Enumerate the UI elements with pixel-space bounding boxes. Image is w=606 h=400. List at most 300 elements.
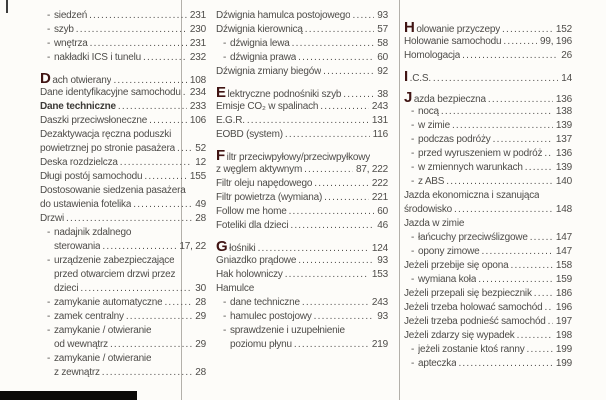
leader-dots — [525, 161, 553, 175]
index-entry — [216, 240, 388, 254]
leader-dots — [314, 310, 375, 324]
leader-dots — [320, 100, 369, 114]
section-drop-cap: G — [216, 240, 228, 255]
index-entry — [40, 212, 206, 226]
entry-page-number: 93 — [377, 311, 388, 322]
leader-dots — [503, 35, 537, 49]
entry-label: powietrznej po stronie pasażera — [40, 143, 175, 154]
entry-page-number: 147 — [555, 246, 572, 257]
index-entry — [47, 51, 206, 65]
index-entry — [404, 189, 572, 203]
entry-label: jeżeli zostanie ktoś ranny — [418, 344, 525, 355]
index-entry — [411, 175, 572, 189]
index-entry — [40, 128, 206, 142]
index-entry — [404, 21, 572, 35]
leader-dots — [534, 287, 553, 301]
entry-page-number: 243 — [371, 297, 388, 308]
entry-page-number: 221 — [371, 192, 388, 203]
entry-page-number: 12 — [195, 157, 206, 168]
index-entry — [47, 324, 206, 338]
leader-dots — [433, 72, 558, 86]
entry-page-number: 138 — [555, 106, 572, 117]
index-entry — [47, 296, 206, 310]
leader-dots — [164, 296, 192, 310]
entry-page-number: 136 — [555, 148, 572, 159]
entry-page-number: 131 — [371, 115, 388, 126]
entry-label: w zmiennych warunkach — [418, 162, 523, 173]
entry-label: Głośniki — [216, 240, 256, 255]
entry-page-number: 199 — [555, 358, 572, 369]
entry-label: Elektryczne podnośniki szyb — [216, 86, 342, 101]
index-column-1 — [40, 9, 206, 380]
entry-label: Dane techniczne — [40, 101, 116, 112]
index-entry — [411, 161, 572, 175]
leader-dots — [478, 273, 553, 287]
entry-page-number: 28 — [195, 213, 206, 224]
index-entry — [40, 114, 206, 128]
leader-dots — [143, 51, 187, 65]
leader-dots — [183, 86, 187, 100]
entry-page-number: 26 — [561, 50, 572, 61]
leader-dots — [118, 100, 187, 114]
entry-dash: - — [411, 106, 415, 117]
entry-page-number: 234 — [189, 87, 206, 98]
index-entry — [216, 9, 388, 23]
entry-label: Filtr przeciwpyłowy/przeciwpyłkowy — [216, 149, 371, 164]
leader-dots — [66, 212, 192, 226]
entry-page-number: 222 — [371, 178, 388, 189]
index-entry — [54, 366, 206, 380]
leader-dots — [294, 338, 369, 352]
index-entry — [54, 282, 206, 296]
index-entry — [47, 226, 206, 240]
leader-dots — [289, 205, 375, 219]
entry-label: zamykanie / otwieranie — [54, 353, 152, 364]
entry-label: dzieci — [54, 283, 79, 294]
entry-label: Gniazdko prądowe — [216, 255, 297, 266]
entry-page-number: 93 — [377, 255, 388, 266]
index-entry — [404, 70, 572, 84]
entry-label: Foteliki dla dzieci — [216, 220, 289, 231]
index-entry — [40, 72, 206, 86]
index-entry — [47, 9, 206, 23]
entry-dash: - — [411, 148, 415, 159]
index-entry — [54, 240, 206, 254]
entry-label: Filtr powietrza (wymiana) — [216, 192, 323, 203]
leader-dots — [80, 282, 192, 296]
entry-label: Emisje CO₂ w spalinach — [216, 101, 319, 112]
entry-page-number: 137 — [555, 134, 572, 145]
leader-dots — [304, 163, 353, 177]
leader-dots — [462, 49, 558, 63]
entry-label: łańcuchy przeciwślizgowe — [418, 232, 528, 243]
entry-label: z ABS — [418, 176, 445, 187]
section-drop-cap: H — [404, 21, 415, 36]
entry-label: od wewnątrz — [54, 339, 108, 350]
entry-label: środowisko — [404, 204, 453, 215]
index-entry — [223, 51, 388, 65]
entry-label: szyb — [54, 24, 74, 35]
index-entry — [47, 352, 206, 366]
entry-label: Drzwi — [40, 213, 64, 224]
entry-label: Hamulce — [216, 283, 255, 294]
entry-page-number: 99, 196 — [540, 36, 572, 47]
entry-page-number: 60 — [377, 206, 388, 217]
entry-label: poziomu płynu — [230, 339, 292, 350]
leader-dots — [452, 119, 553, 133]
entry-page-number: 14 — [561, 73, 572, 84]
entry-label: urządzenie zabezpieczające — [54, 255, 175, 266]
entry-label: Jeżeli przebije się opona — [404, 260, 509, 271]
entry-page-number: 108 — [189, 75, 206, 86]
entry-page-number: 186 — [555, 288, 572, 299]
index-entry — [411, 119, 572, 133]
index-entry — [47, 23, 206, 37]
index-entry — [216, 128, 388, 142]
index-entry — [47, 254, 206, 268]
entry-page-number: 219 — [371, 339, 388, 350]
index-entry — [216, 268, 388, 282]
entry-page-number: 92 — [377, 66, 388, 77]
leader-dots — [126, 310, 192, 324]
entry-label: opony zimowe — [418, 246, 480, 257]
entry-dash: - — [47, 255, 51, 266]
leader-dots — [144, 170, 187, 184]
index-entry — [404, 217, 572, 231]
entry-label: Jazda w zimie — [404, 218, 465, 229]
entry-label: zamykanie / otwieranie — [54, 325, 152, 336]
entry-page-number: 46 — [377, 220, 388, 231]
entry-dash: - — [411, 358, 415, 369]
index-entry — [216, 163, 388, 177]
entry-page-number: 155 — [189, 171, 206, 182]
entry-label: Dach otwierany — [40, 72, 112, 87]
entry-page-number: 57 — [377, 24, 388, 35]
leader-dots — [314, 177, 369, 191]
entry-dash: - — [223, 325, 227, 336]
index-entry — [216, 191, 388, 205]
entry-page-number: 30 — [195, 283, 206, 294]
leader-dots — [517, 329, 553, 343]
index-entry — [216, 149, 388, 163]
entry-dash: - — [411, 232, 415, 243]
entry-dash: - — [223, 297, 227, 308]
leader-dots — [76, 23, 187, 37]
index-entry — [54, 268, 206, 282]
entry-label: Długi postój samochodu — [40, 171, 143, 182]
entry-label: z zewnątrz — [54, 367, 100, 378]
entry-label: wymiana koła — [418, 274, 477, 285]
leader-dots — [527, 343, 553, 357]
entry-page-number: 232 — [189, 52, 206, 63]
leader-dots — [458, 357, 552, 371]
entry-label: Dźwignia kierownicą — [216, 24, 303, 35]
index-entry — [40, 86, 206, 100]
entry-label: do ustawienia fotelika — [40, 199, 132, 210]
entry-dash: - — [411, 176, 415, 187]
entry-label: przed otwarciem drzwi przez — [54, 269, 176, 280]
entry-page-number: 124 — [371, 243, 388, 254]
index-entry — [404, 287, 572, 301]
leader-dots — [548, 315, 553, 329]
entry-page-number: 139 — [555, 120, 572, 131]
index-entry — [404, 301, 572, 315]
entry-page-number: 233 — [189, 101, 206, 112]
index-entry — [216, 205, 388, 219]
leader-dots — [446, 175, 553, 189]
entry-page-number: 198 — [555, 330, 572, 341]
entry-label: sterowania — [54, 241, 101, 252]
entry-page-number: 28 — [195, 367, 206, 378]
entry-dash: - — [411, 162, 415, 173]
entry-page-number: 196 — [555, 302, 572, 313]
index-entry — [411, 147, 572, 161]
leader-dots — [298, 51, 374, 65]
entry-label: Dostosowanie siedzenia pasażera — [40, 185, 186, 196]
index-entry — [40, 170, 206, 184]
entry-page-number: 60 — [377, 52, 388, 63]
leader-dots — [247, 114, 369, 128]
index-entry — [223, 37, 388, 51]
index-entry — [411, 231, 572, 245]
section-drop-cap: J — [404, 91, 413, 106]
entry-label: Jeżeli trzeba podnieść samochód — [404, 316, 546, 327]
entry-label: nakładki ICS i tunelu — [54, 52, 141, 63]
section-drop-cap: D — [40, 72, 51, 87]
index-entry — [230, 338, 388, 352]
entry-dash: - — [411, 134, 415, 145]
entry-label: apteczka — [418, 358, 457, 369]
entry-page-number: 29 — [195, 339, 206, 350]
index-entry — [54, 338, 206, 352]
entry-label: zamykanie automatyczne — [54, 297, 163, 308]
entry-label: Jeżeli przepali się bezpiecznik — [404, 288, 532, 299]
index-entry — [47, 37, 206, 51]
entry-label: dźwignia prawa — [230, 52, 297, 63]
entry-page-number: 231 — [189, 10, 206, 21]
entry-label: z węglem aktywnym — [216, 164, 303, 175]
entry-page-number: 140 — [555, 176, 572, 187]
entry-dash: - — [47, 38, 51, 49]
index-entry — [404, 329, 572, 343]
leader-dots — [544, 147, 553, 161]
index-column-3 — [404, 21, 572, 371]
section-drop-cap: E — [216, 86, 227, 101]
index-entry — [216, 65, 388, 79]
leader-dots — [177, 142, 192, 156]
index-entry — [223, 324, 388, 338]
entry-dash: - — [47, 325, 51, 336]
leader-dots — [292, 37, 375, 51]
entry-dash: - — [223, 52, 227, 63]
scan-artifact-top-tick — [6, 0, 8, 13]
index-entry — [404, 315, 572, 329]
entry-label: Jazda ekonomiczna i szanująca — [404, 190, 540, 201]
entry-page-number: 243 — [371, 101, 388, 112]
entry-page-number: 139 — [555, 162, 572, 173]
entry-label: Filtr oleju napędowego — [216, 178, 313, 189]
entry-dash: - — [411, 274, 415, 285]
section-drop-cap: I — [404, 70, 409, 85]
entry-page-number: 230 — [189, 24, 206, 35]
leader-dots — [90, 37, 187, 51]
entry-page-number: 159 — [555, 274, 572, 285]
entry-label: Holowanie samochodu — [404, 36, 502, 47]
leader-dots — [511, 259, 553, 273]
index-entry — [216, 254, 388, 268]
entry-page-number: 29 — [195, 311, 206, 322]
entry-label: Jeżeli trzeba holować samochód — [404, 302, 543, 313]
index-entry — [411, 343, 572, 357]
leader-dots — [133, 198, 192, 212]
entry-page-number: 199 — [555, 344, 572, 355]
entry-label: Dezaktywacja ręczna poduszki — [40, 129, 172, 140]
leader-dots — [530, 231, 553, 245]
entry-label: Follow me home — [216, 206, 287, 217]
entry-label: Hak holowniczy — [216, 269, 283, 280]
entry-dash: - — [47, 227, 51, 238]
entry-page-number: 52 — [195, 143, 206, 154]
entry-label: hamulec postojowy — [230, 311, 312, 322]
leader-dots — [102, 366, 192, 380]
entry-label: Dźwignia zmiany biegów — [216, 66, 322, 77]
leader-dots — [441, 105, 553, 119]
leader-dots — [110, 338, 192, 352]
leader-dots — [298, 254, 374, 268]
entry-page-number: 148 — [555, 204, 572, 215]
index-entry — [404, 259, 572, 273]
leader-dots — [545, 301, 553, 315]
entry-page-number: 58 — [377, 38, 388, 49]
entry-label: siedzeń — [54, 10, 88, 21]
index-entry — [40, 198, 206, 212]
entry-label: Deska rozdzielcza — [40, 157, 118, 168]
entry-label: Daszki przeciwsłoneczne — [40, 115, 148, 126]
index-entry — [216, 23, 388, 37]
entry-dash: - — [411, 344, 415, 355]
entry-page-number: 152 — [555, 24, 572, 35]
leader-dots — [120, 156, 193, 170]
entry-page-number: 136 — [555, 94, 572, 105]
entry-label: nocą — [418, 106, 439, 117]
entry-label: E.G.R. — [216, 115, 245, 126]
index-entry — [411, 105, 572, 119]
entry-label: Jeżeli zdarzy się wypadek — [404, 330, 515, 341]
index-entry — [216, 114, 388, 128]
leader-dots — [324, 191, 369, 205]
index-column-2 — [216, 9, 388, 352]
entry-dash: - — [47, 311, 51, 322]
leader-dots — [285, 268, 369, 282]
index-entry — [404, 35, 572, 49]
entry-dash: - — [47, 24, 51, 35]
leader-dots — [482, 245, 553, 259]
entry-label: Holowanie przyczepy — [404, 21, 501, 36]
entry-label: dane techniczne — [230, 297, 300, 308]
entry-dash: - — [223, 38, 227, 49]
index-entry — [404, 203, 572, 217]
index-entry — [216, 100, 388, 114]
entry-page-number: 158 — [555, 260, 572, 271]
entry-label: dźwignia lewa — [230, 38, 290, 49]
entry-label: Dźwignia hamulca postojowego — [216, 10, 351, 21]
entry-dash: - — [223, 311, 227, 322]
entry-page-number: 87, 222 — [356, 164, 388, 175]
entry-label: nadajnik zdalnego — [54, 227, 132, 238]
leader-dots — [285, 128, 370, 142]
leader-dots — [149, 114, 187, 128]
entry-label: zamek centralny — [54, 311, 124, 322]
index-entry — [216, 177, 388, 191]
scan-artifact-bottom-bar — [0, 391, 137, 400]
index-entry — [216, 219, 388, 233]
leader-dots — [323, 65, 374, 79]
entry-label: Jazda bezpieczna — [404, 91, 486, 106]
index-entry — [216, 282, 388, 296]
entry-dash: - — [411, 246, 415, 257]
entry-page-number: 116 — [372, 129, 388, 140]
index-entry — [404, 49, 572, 63]
entry-page-number: 106 — [189, 115, 206, 126]
index-entry — [404, 91, 572, 105]
index-entry — [223, 296, 388, 310]
index-entry — [411, 133, 572, 147]
leader-dots — [302, 296, 369, 310]
index-entry — [40, 100, 206, 114]
index-entry — [223, 310, 388, 324]
leader-dots — [89, 9, 187, 23]
index-entry — [411, 357, 572, 371]
entry-page-number: 147 — [555, 232, 572, 243]
column-divider-2 — [399, 0, 400, 400]
entry-page-number: 197 — [555, 316, 572, 327]
entry-page-number: 28 — [195, 297, 206, 308]
entry-page-number: 17, 22 — [179, 241, 206, 252]
entry-dash: - — [47, 353, 51, 364]
entry-page-number: 49 — [195, 199, 206, 210]
leader-dots — [352, 9, 374, 23]
entry-page-number: 153 — [371, 269, 388, 280]
entry-label: w zimie — [418, 120, 450, 131]
section-drop-cap: F — [216, 149, 226, 164]
entry-label: wnętrza — [54, 38, 88, 49]
index-entry — [411, 273, 572, 287]
index-entry — [40, 142, 206, 156]
entry-label: Homologacja — [404, 50, 461, 61]
entry-page-number: 38 — [377, 89, 388, 100]
entry-label: przed wyruszeniem w podróż — [418, 148, 543, 159]
entry-label: EOBD (system) — [216, 129, 283, 140]
entry-page-number: 93 — [377, 10, 388, 21]
entry-label: podczas podróży — [418, 134, 491, 145]
entry-dash: - — [47, 10, 51, 21]
index-entry — [411, 245, 572, 259]
index-entry — [47, 310, 206, 324]
leader-dots — [102, 240, 176, 254]
entry-dash: - — [47, 297, 51, 308]
leader-dots — [493, 133, 553, 147]
entry-label: sprawdzenie i uzupełnienie — [230, 325, 345, 336]
entry-dash: - — [411, 120, 415, 131]
leader-dots — [454, 203, 553, 217]
leader-dots — [290, 219, 374, 233]
entry-dash: - — [47, 52, 51, 63]
index-entry — [216, 86, 388, 100]
entry-page-number: 231 — [189, 38, 206, 49]
index-entry — [40, 184, 206, 198]
entry-label: I .C.S. — [404, 70, 431, 85]
entry-label: Dane identyfikacyjne samochodu — [40, 87, 181, 98]
